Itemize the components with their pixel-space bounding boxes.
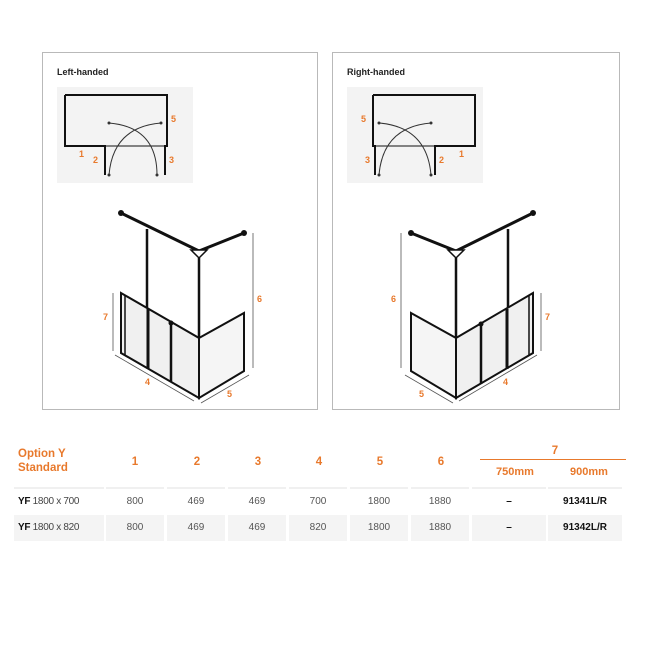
iso-label-7: 7 <box>103 312 109 322</box>
cell-1: 800 <box>106 515 164 541</box>
right-handed-panel <box>332 52 620 410</box>
table-title: Option Y Standard <box>18 448 68 474</box>
col-header-1: 1 <box>131 456 139 468</box>
col-header-2: 2 <box>193 456 201 468</box>
group-divider <box>480 459 626 460</box>
cell-6: 1880 <box>411 515 469 541</box>
plan-label-5: 5 <box>171 114 177 124</box>
plan-label-3: 3 <box>365 155 371 165</box>
panel-title-left: Left-handed <box>57 67 109 77</box>
model-cell: YF 1800 x 700 <box>14 487 104 513</box>
iso-label-6: 6 <box>391 294 397 304</box>
col-header-750mm: 750mm <box>496 466 534 478</box>
plan-label-5: 5 <box>361 114 367 124</box>
plan-diagram-left <box>57 87 193 183</box>
col-header-900mm: 900mm <box>570 466 608 478</box>
table-row <box>14 515 634 541</box>
plan-label-1: 1 <box>79 149 85 159</box>
plan-label-3: 3 <box>169 155 175 165</box>
left-handed-panel <box>42 52 318 410</box>
cell-5: 1800 <box>350 515 408 541</box>
cell-3: 469 <box>228 487 286 513</box>
cell-900mm: 91341L/R <box>548 487 622 513</box>
iso-label-4: 4 <box>145 377 151 387</box>
cell-4: 700 <box>289 487 347 513</box>
iso-label-7: 7 <box>545 312 551 322</box>
col-header-6: 6 <box>437 456 445 468</box>
cell-750mm: – <box>472 487 546 513</box>
plan-label-2: 2 <box>93 155 99 165</box>
col-header-4: 4 <box>315 456 323 468</box>
cell-750mm: – <box>472 515 546 541</box>
col-header-3: 3 <box>254 456 262 468</box>
cell-4: 820 <box>289 515 347 541</box>
plan-diagram-right <box>347 87 483 183</box>
col-header-7: 7 <box>551 445 559 457</box>
iso-enclosure-left <box>101 203 271 413</box>
cell-6: 1880 <box>411 487 469 513</box>
cell-3: 469 <box>228 515 286 541</box>
plan-label-1: 1 <box>459 149 465 159</box>
iso-enclosure-right <box>381 203 551 413</box>
plan-label-2: 2 <box>439 155 445 165</box>
cell-2: 469 <box>167 515 225 541</box>
table-row <box>14 487 634 513</box>
iso-label-6: 6 <box>257 294 263 304</box>
panel-title-right: Right-handed <box>347 67 405 77</box>
col-header-5: 5 <box>376 456 384 468</box>
model-cell: YF 1800 x 820 <box>14 515 104 541</box>
cell-900mm: 91342L/R <box>548 515 622 541</box>
cell-5: 1800 <box>350 487 408 513</box>
cell-1: 800 <box>106 487 164 513</box>
cell-2: 469 <box>167 487 225 513</box>
iso-label-5: 5 <box>419 389 425 399</box>
iso-label-5: 5 <box>227 389 233 399</box>
iso-label-4: 4 <box>503 377 509 387</box>
